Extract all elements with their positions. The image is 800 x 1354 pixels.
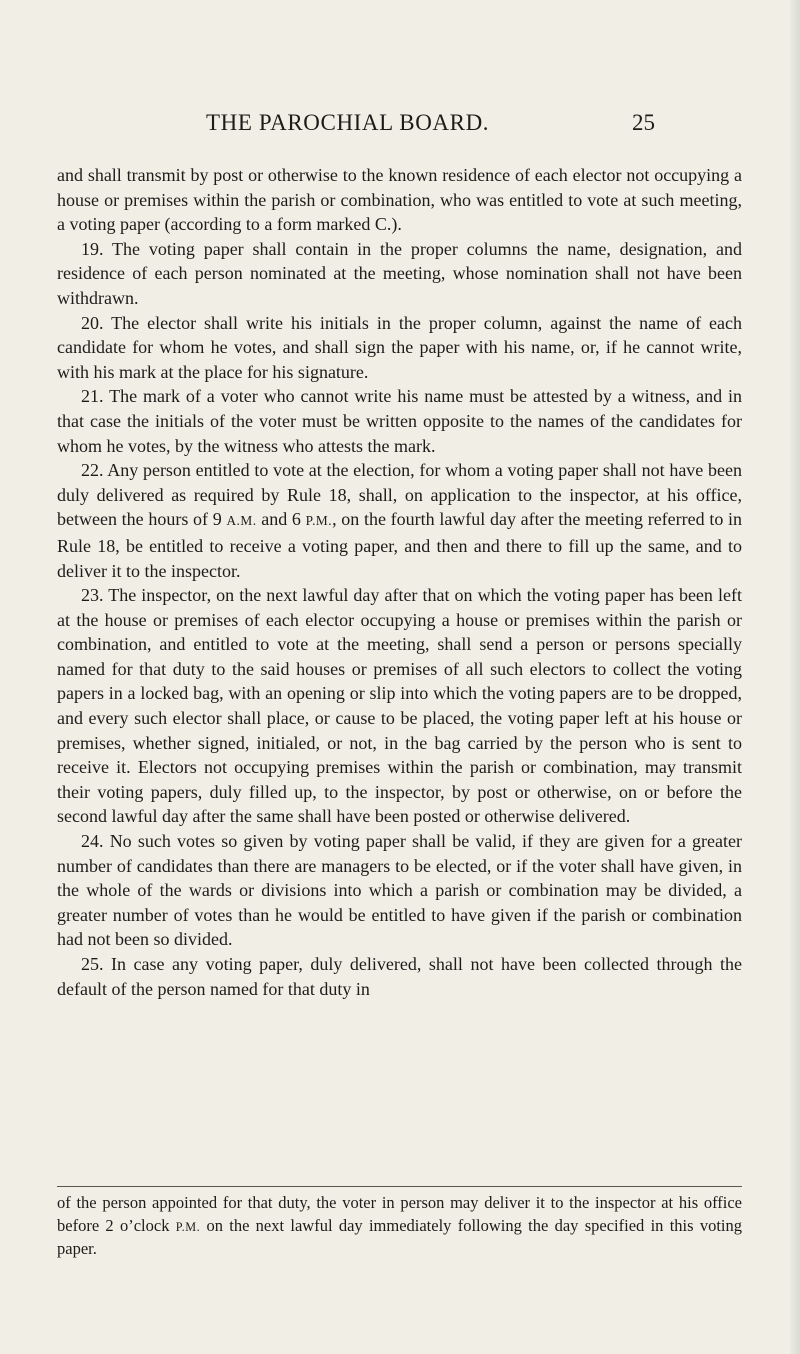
rule-text: and 6 — [261, 509, 301, 530]
footnote-text-start: of the person appointed for that duty, the voter in person may deliver it to the inspector at his office before 2 o’clock — [57, 1193, 742, 1235]
rule-number: 23. — [81, 585, 104, 606]
rule-text: The inspector, on the next lawful day after that on which the voting paper has been left at the house or premises of each elector occupying a house or premises within the parish or combination, and entitled to vote at the meeting, shall send a person or persons specially named for that duty to the said houses or premises of all such electors to collect the voting papers in a locked bag, with an opening or slip into which the voting papers are to be dropped, and every such elector shall place, or cause to be placed, the voting paper left at his house or premises, whether signed, initialed, or not, in the bag carried by the person who is sent to receive it. Electors not occupying premises within the parish or combination, may transmit their voting papers, duly filled up, to the inspector, by post or otherwise, on or before the second lawful day after the same shall have been posted or otherwise delivered. — [57, 585, 742, 827]
body-text — [57, 163, 742, 1001]
rule-text: No such votes so given by voting paper shall be valid, if they are given for a greater number of candidates than there are managers to be elected, or if the voter shall have given, in the whole of the wards or divisions into which a parish or combination may be divided, a greater number of votes than he would be entitled to have given if the parish or combination had not been so divided. — [57, 831, 743, 950]
rule-number: 19. — [81, 238, 104, 259]
rule-number: 25. — [81, 954, 104, 974]
rule-24-paragraph — [57, 829, 742, 952]
rule-number: 22. — [81, 460, 104, 481]
footnote — [57, 1192, 742, 1261]
rule-text: Any person entitled to vote at the election, for whom a voting paper shall not have been duly delivered as required by Rule 18, shall, on application to the inspector, at his office, between the hours of 9 — [57, 460, 742, 530]
rule-number: 24. — [81, 831, 104, 852]
footnote-text — [57, 1192, 742, 1261]
rule-21-paragraph — [57, 384, 742, 458]
rule-number: 20. — [81, 312, 104, 333]
rule-25-paragraph — [57, 952, 742, 1001]
rule-number: 21. — [81, 386, 104, 407]
time-pm: P.M. — [305, 513, 333, 529]
rule-text: The mark of a voter who cannot write his name must be attested by a witness, and in that case the initials of the voter must be written opposite to the names of the candidates for whom he votes, by the witness who attests the mark. — [57, 386, 742, 456]
rule-23-paragraph — [57, 583, 742, 829]
rule-22-paragraph — [57, 458, 742, 583]
page-number: 25 — [632, 110, 655, 135]
footnote-text-end: on the next lawful day immediately following the day specified in this voting paper. — [57, 1215, 742, 1258]
rule-19-paragraph — [57, 237, 742, 311]
running-head: THE PAROCHIAL BOARD. — [206, 110, 490, 135]
continuation-paragraph: and shall transmit by post or otherwise to the known residence of each elector not occupying a house or premises within the parish or combination, who was entitled to vote at such meeting, a voting paper (according to a form marked C.). — [57, 165, 742, 235]
time-pm: P.M. — [175, 1219, 201, 1234]
time-am: A.M. — [226, 513, 257, 529]
footnote-divider — [57, 1186, 742, 1187]
page-header — [0, 110, 800, 144]
rule-text: , on the fourth lawful day after the meeting referred to in Rule 18, be entitled to receive a voting paper, and then and there to fill up the same, and to deliver it to the inspector. — [57, 509, 743, 581]
page-edge — [790, 0, 800, 1354]
rule-20-paragraph — [57, 311, 742, 385]
rule-text: The voting paper shall contain in the proper columns the name, designation, and residence of each person nominated at the meeting, whose nomination shall not have been withdrawn. — [57, 238, 742, 308]
rule-text: In case any voting paper, duly delivered, shall not have been collected through the default of the person named for that duty in — [57, 954, 742, 999]
rule-text: The elector shall write his initials in the proper column, against the name of each candidate for whom he votes, and shall sign the paper with his name, or, if he cannot write, with his mark at the place for his signature. — [57, 312, 743, 382]
